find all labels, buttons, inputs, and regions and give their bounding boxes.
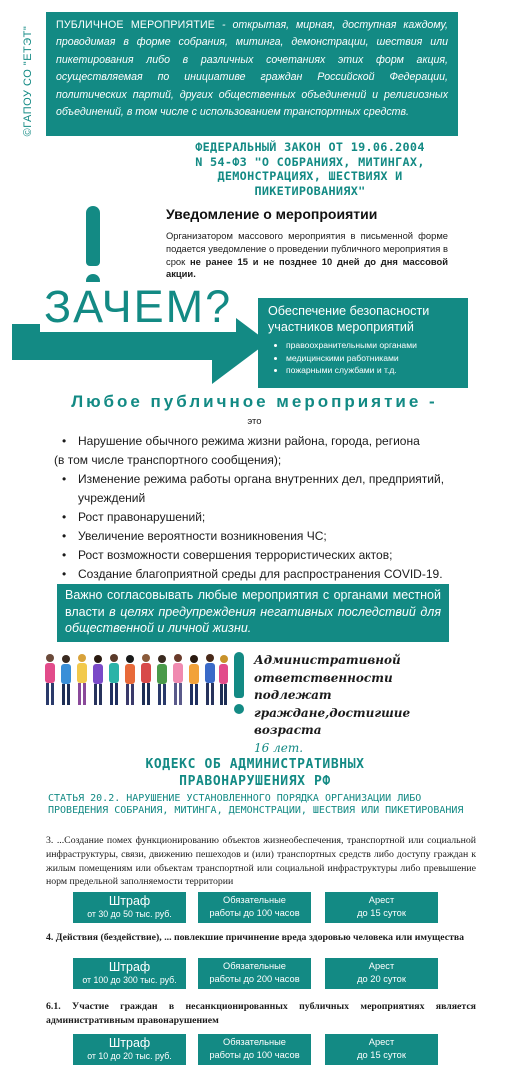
safety-box xyxy=(258,298,468,388)
list-item: • Создание благоприятной среды для распространения COVID-19. xyxy=(50,565,480,584)
fine-box: Штраф от 100 до 300 тыс. руб. xyxy=(73,958,186,989)
arrest-box: Арест до 15 суток xyxy=(325,1034,438,1065)
article-title: СТАТЬЯ 20.2. НАРУШЕНИЕ УСТАНОВЛЕННОГО ПОРЯДКА ОРГАНИЗАЦИИ ЛИБО ПРОВЕДЕНИЯ СОБРАНИЯ, МИТИНГА, ДЕМОНСТРАЦИИ, ШЕСТВИЯ ИЛИ ПИКЕТИРОВАНИЯ xyxy=(48,793,464,816)
point-4-text: 4. Действия (бездействие), ... повлекшие причинение вреда здоровью человека или имущества xyxy=(46,932,465,943)
point-6-1-text: 6.1. Участие граждан в несанкционированных публичных мероприятиях является административным правонарушением xyxy=(46,1001,476,1026)
notice-title: Уведомление о меропроиятии xyxy=(166,206,378,222)
list-item: • Увеличение вероятности возникновения ЧС; xyxy=(50,527,480,546)
definition-box xyxy=(46,12,458,136)
law-line-2: N 54-ФЗ "О СОБРАНИЯХ, МИТИНГАХ, xyxy=(195,154,425,169)
law-title xyxy=(160,140,460,198)
people-illustration xyxy=(40,650,230,708)
responsibility-text: Административной ответственности подлежат граждане,достигшие возраста 16 лет. xyxy=(254,653,411,755)
why-heading: ЗАЧЕМ? xyxy=(40,282,236,332)
law-line-3: ДЕМОНСТРАЦИЯХ, ШЕСТВИЯХ И ПИКЕТИРОВАНИЯХ" xyxy=(217,169,403,198)
exclamation-icon xyxy=(232,652,250,720)
safety-list xyxy=(268,339,458,377)
point-3-text: 3. ...Создание помех функционированию объектов жизнеобеспечения, транспортной или социальной инфраструктуры, связи, движению пешеходов и (или) транспортных средств либо доступу граждан к жилым помещениям или объектам транспортной или социальной инфраструктуры либо превышение норм предельной заполняемости территории xyxy=(46,835,476,888)
list-item: • Рост возможности совершения террористических актов; xyxy=(50,546,480,565)
definition-term: ПУБЛИЧНОЕ МЕРОПРИЯТИЕ xyxy=(56,19,216,31)
watermark: ©ГАПОУ СО "ЕТЭТ" xyxy=(22,25,34,137)
arrest-box: Арест до 20 суток xyxy=(325,958,438,989)
effects-list xyxy=(50,432,480,584)
work-box: Обязательные работы до 100 часов xyxy=(198,892,311,923)
work-box: Обязательные работы до 100 часов xyxy=(198,1034,311,1065)
list-item: • пожарными службами и т.д. xyxy=(286,364,458,377)
responsibility-age: 16 лет. xyxy=(254,740,304,755)
koap-title: КОДЕКС ОБ АДМИНИСТРАТИВНЫХ ПРАВОНАРУШЕНИЯХ РФ xyxy=(145,757,365,789)
definition-text: - открытая, мирная, доступная каждому, проводимая в форме собрания, митинга, демонстрации, шествия или пикетирования либо в различных сочетаниях этих форм акция, осуществляемая по инициативе граждан Российской Федерации, политических партий, других общественных объединений и религиозных объединений, в том числе с использованием транспортных средств. xyxy=(56,19,448,119)
any-event-title: Любое публичное мероприятие - xyxy=(71,392,438,411)
arrest-box: Арест до 15 суток xyxy=(325,892,438,923)
safety-title: Обеспечение безопасности участников мероприятий xyxy=(268,304,430,334)
list-item: • Изменение режима работы органа внутренних дел, предприятий, учреждений xyxy=(50,470,480,508)
exclamation-icon xyxy=(82,206,106,292)
list-item-continuation: (в том числе транспортного сообщения); xyxy=(54,453,282,467)
list-item: • правоохранительными органами xyxy=(286,339,458,352)
fine-box: Штраф от 10 до 20 тыс. руб. xyxy=(73,1034,186,1065)
fine-box: Штраф от 30 до 50 тыс. руб. xyxy=(73,892,186,923)
important-box: Важно согласовывать любые мероприятия с органами местной власти в целях предупреждения негативных последствий для общественной и личной жизни. xyxy=(57,584,449,642)
list-item: • Рост правонарушений; xyxy=(50,508,480,527)
list-item: • медицинскими работниками xyxy=(286,352,458,365)
any-event-sub: это xyxy=(247,416,262,427)
list-item: • Нарушение обычного режима жизни района, города, региона xyxy=(50,432,480,451)
notice-text: Организатором массового мероприятия в письменной форме подается уведомление о проведении публичного мероприятия в срок не ранее 15 и не позднее 10 дней до дня массовой акции. xyxy=(166,230,448,280)
work-box: Обязательные работы до 200 часов xyxy=(198,958,311,989)
law-line-1: ФЕДЕРАЛЬНЫЙ ЗАКОН ОТ 19.06.2004 xyxy=(195,140,425,154)
